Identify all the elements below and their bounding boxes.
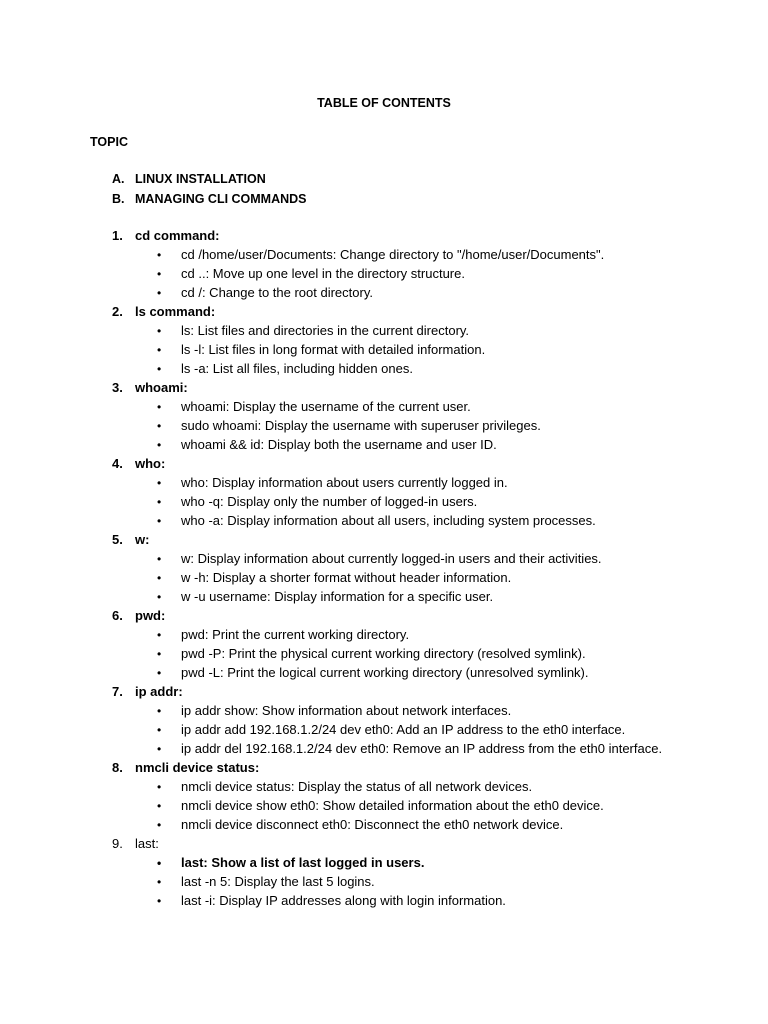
list-item: • last: Show a list of last logged in users.	[157, 854, 712, 873]
bullet-icon: •	[157, 267, 162, 281]
list-item: • pwd: Print the current working directory.	[157, 626, 712, 645]
command-name: last:	[135, 836, 159, 851]
list-item: • nmcli device show eth0: Show detailed information about the eth0 device.	[157, 797, 712, 816]
list-item: • who -a: Display information about all users, including system processes.	[157, 512, 712, 531]
list-item: • pwd -P: Print the physical current working directory (resolved symlink).	[157, 645, 712, 664]
command-number: 6.	[112, 608, 123, 623]
list-item: • cd ..: Move up one level in the directory structure.	[157, 265, 712, 284]
list-item: • ls -l: List files in long format with detailed information.	[157, 341, 712, 360]
topic-heading: TOPIC	[90, 135, 128, 149]
list-item: • whoami: Display the username of the current user.	[157, 398, 712, 417]
command-number: 4.	[112, 456, 123, 471]
command-number: 9.	[112, 836, 123, 851]
command-subitems	[112, 778, 712, 835]
command-heading	[112, 759, 712, 778]
list-item: • sudo whoami: Display the username with superuser privileges.	[157, 417, 712, 436]
command-subitems	[112, 550, 712, 607]
command-number: 2.	[112, 304, 123, 319]
bullet-icon: •	[157, 704, 162, 718]
command-name: nmcli device status:	[135, 760, 260, 775]
bullet-icon: •	[157, 590, 162, 604]
list-item: • ip addr del 192.168.1.2/24 dev eth0: Remove an IP address from the eth0 interface.	[157, 740, 712, 759]
bullet-icon: •	[157, 628, 162, 642]
command-name: w:	[135, 532, 150, 547]
list-item: • ip addr show: Show information about network interfaces.	[157, 702, 712, 721]
command-subitems	[112, 702, 712, 759]
list-item: • w: Display information about currently logged-in users and their activities.	[157, 550, 712, 569]
command-heading	[112, 683, 712, 702]
section-item	[112, 170, 307, 190]
list-item: • ls -a: List all files, including hidden ones.	[157, 360, 712, 379]
command-heading	[112, 607, 712, 626]
list-item: • whoami && id: Display both the username and user ID.	[157, 436, 712, 455]
command-number: 1.	[112, 228, 123, 243]
command-heading	[112, 227, 712, 246]
command-subitems	[112, 854, 712, 911]
bullet-icon: •	[157, 571, 162, 585]
bullet-icon: •	[157, 514, 162, 528]
command-subitems	[112, 474, 712, 531]
list-item: • who: Display information about users currently logged in.	[157, 474, 712, 493]
list-item: • last -n 5: Display the last 5 logins.	[157, 873, 712, 892]
command-heading	[112, 303, 712, 322]
command-name: whoami:	[135, 380, 188, 395]
list-item: • cd /home/user/Documents: Change directory to "/home/user/Documents".	[157, 246, 712, 265]
command-heading	[112, 531, 712, 550]
bullet-icon: •	[157, 818, 162, 832]
section-label: LINUX INSTALLATION	[135, 172, 266, 186]
bullet-icon: •	[157, 362, 162, 376]
section-item	[112, 190, 307, 210]
bullet-icon: •	[157, 324, 162, 338]
command-number: 7.	[112, 684, 123, 699]
command-name: cd command:	[135, 228, 220, 243]
bullet-icon: •	[157, 400, 162, 414]
bullet-icon: •	[157, 723, 162, 737]
bullet-icon: •	[157, 552, 162, 566]
command-number: 3.	[112, 380, 123, 395]
command-list	[112, 227, 712, 911]
bullet-icon: •	[157, 495, 162, 509]
command-name: ip addr:	[135, 684, 183, 699]
section-list	[112, 170, 307, 209]
list-item: • who -q: Display only the number of logged-in users.	[157, 493, 712, 512]
list-item: • last -i: Display IP addresses along with login information.	[157, 892, 712, 911]
list-item: • w -u username: Display information for a specific user.	[157, 588, 712, 607]
page-title: TABLE OF CONTENTS	[317, 96, 451, 110]
command-subitems	[112, 626, 712, 683]
bullet-icon: •	[157, 286, 162, 300]
section-marker: A.	[112, 172, 125, 186]
command-subitems	[112, 246, 712, 303]
bullet-icon: •	[157, 419, 162, 433]
command-name: who:	[135, 456, 166, 471]
command-subitems	[112, 322, 712, 379]
bullet-icon: •	[157, 248, 162, 262]
list-item: • nmcli device disconnect eth0: Disconnect the eth0 network device.	[157, 816, 712, 835]
list-item: • pwd -L: Print the logical current working directory (unresolved symlink).	[157, 664, 712, 683]
bullet-icon: •	[157, 894, 162, 908]
bullet-icon: •	[157, 438, 162, 452]
bullet-icon: •	[157, 343, 162, 357]
bullet-icon: •	[157, 666, 162, 680]
command-number: 8.	[112, 760, 123, 775]
bullet-icon: •	[157, 799, 162, 813]
bullet-icon: •	[157, 647, 162, 661]
section-marker: B.	[112, 191, 125, 206]
bullet-icon: •	[157, 476, 162, 490]
bullet-icon: •	[157, 780, 162, 794]
bullet-icon: •	[157, 856, 162, 870]
command-subitems	[112, 398, 712, 455]
command-name: pwd:	[135, 608, 166, 623]
command-heading	[112, 379, 712, 398]
section-label: MANAGING CLI COMMANDS	[135, 191, 307, 206]
bullet-icon: •	[157, 742, 162, 756]
list-item: • cd /: Change to the root directory.	[157, 284, 712, 303]
command-name: ls command:	[135, 304, 216, 319]
bullet-icon: •	[157, 875, 162, 889]
command-heading	[112, 455, 712, 474]
command-heading	[112, 835, 712, 854]
list-item: • ls: List files and directories in the current directory.	[157, 322, 712, 341]
list-item: • ip addr add 192.168.1.2/24 dev eth0: Add an IP address to the eth0 interface.	[157, 721, 712, 740]
list-item: • nmcli device status: Display the status of all network devices.	[157, 778, 712, 797]
list-item: • w -h: Display a shorter format without header information.	[157, 569, 712, 588]
command-number: 5.	[112, 532, 123, 547]
